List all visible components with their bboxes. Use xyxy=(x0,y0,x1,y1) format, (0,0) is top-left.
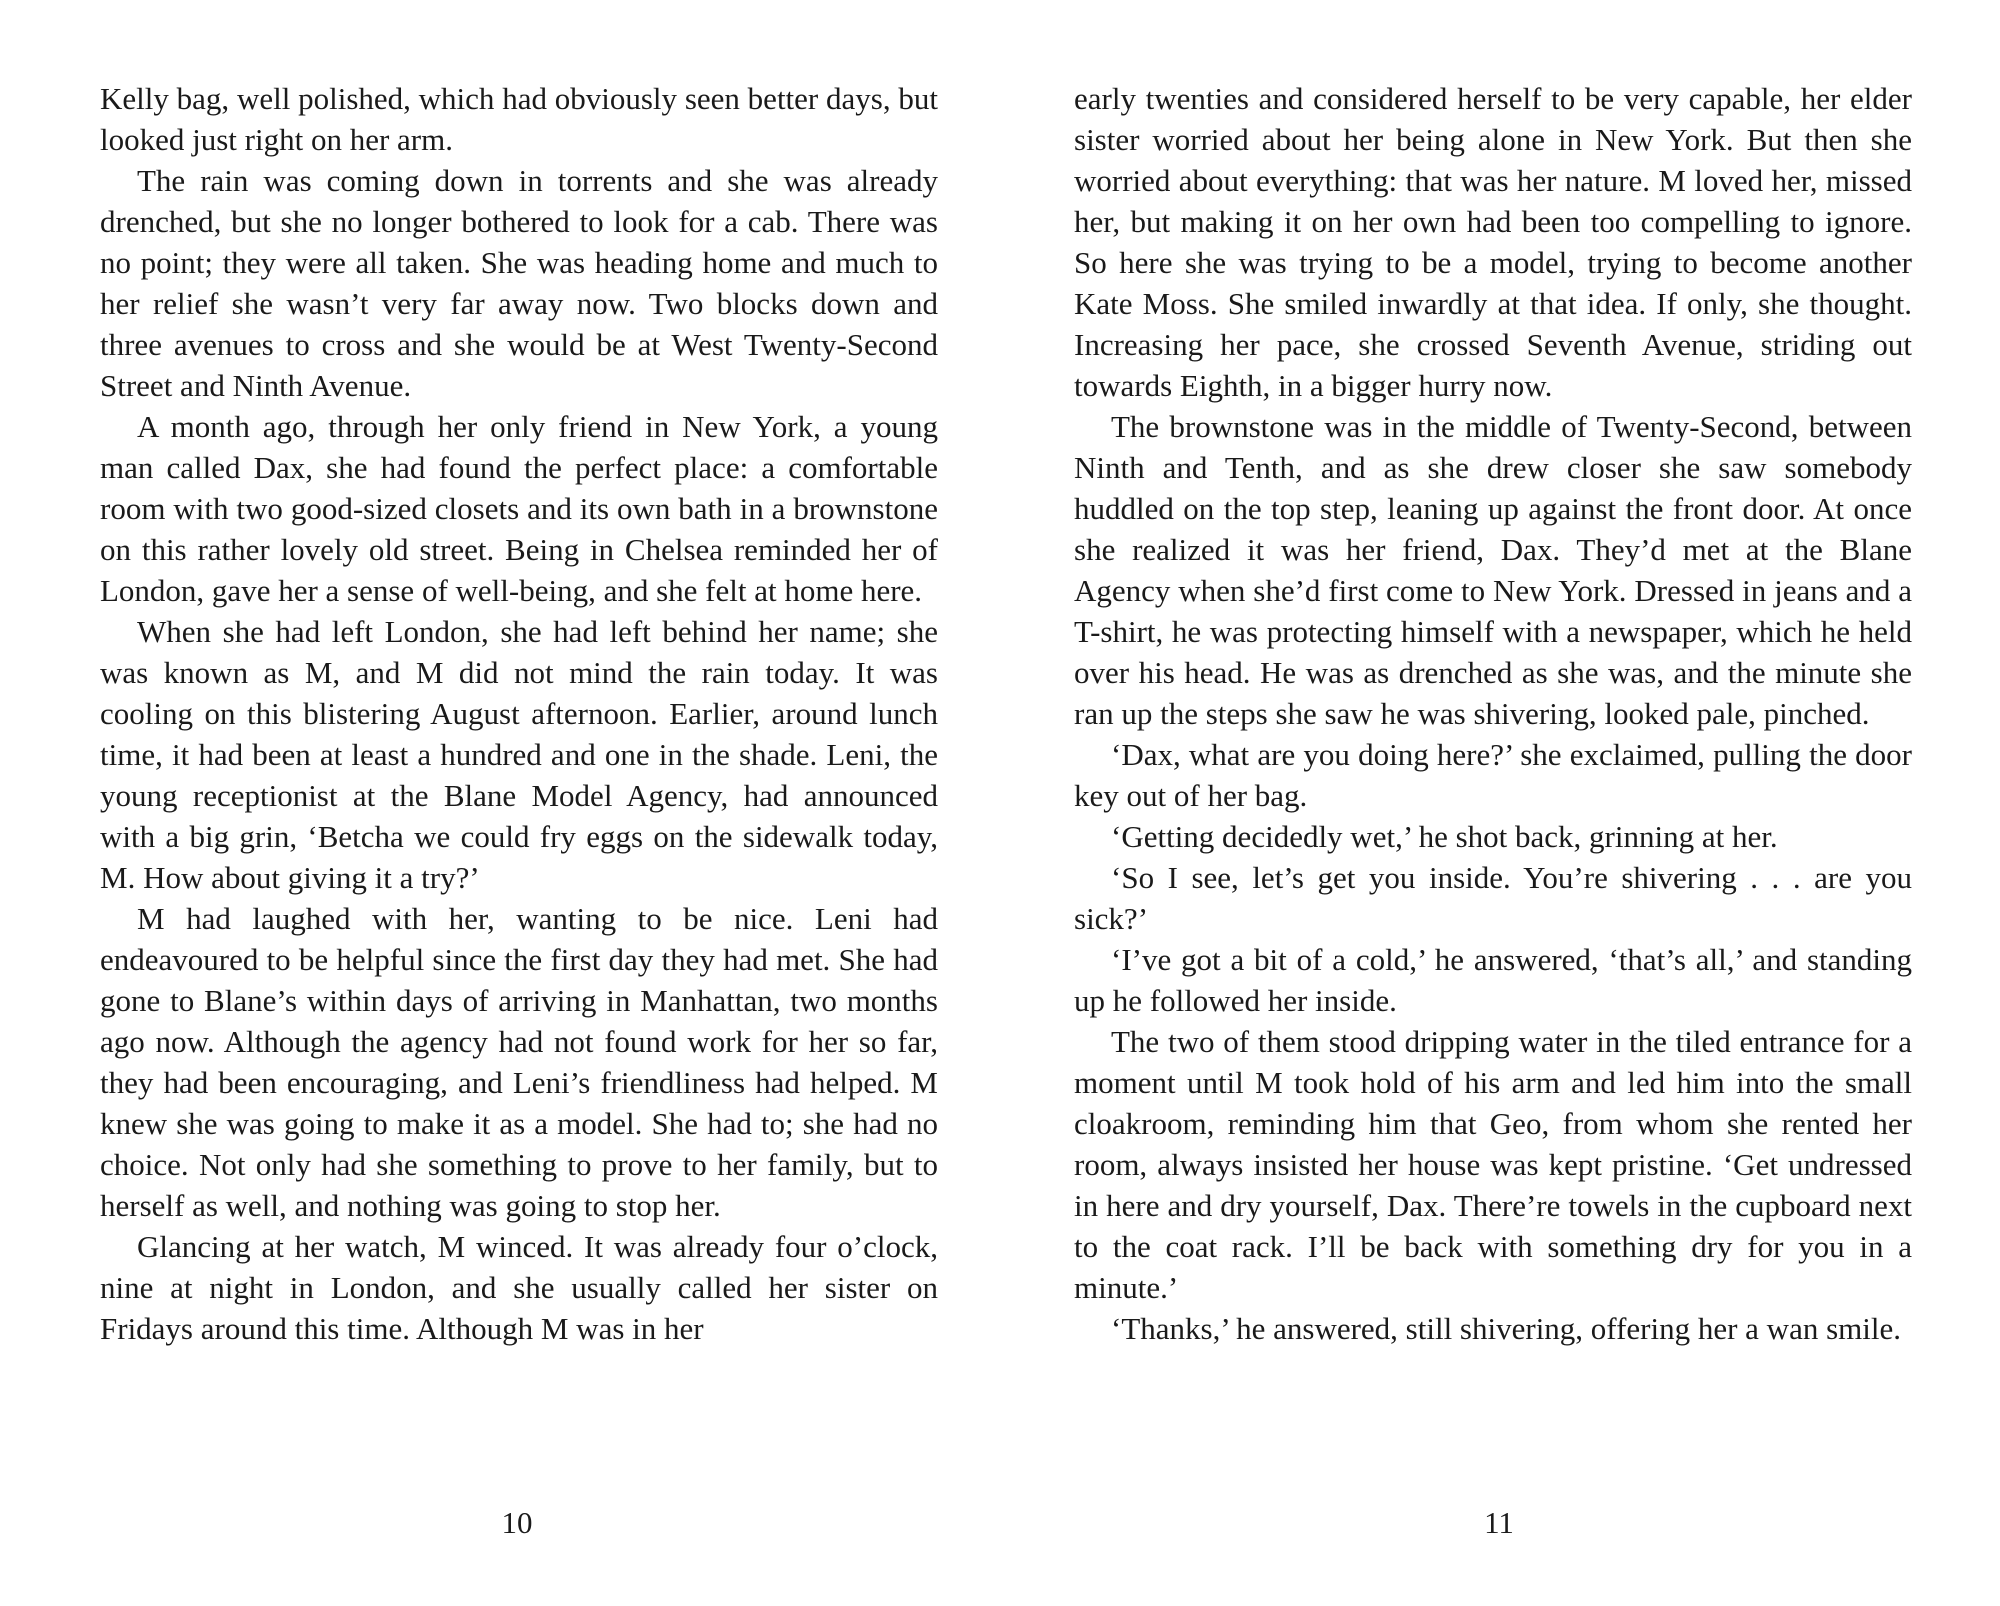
paragraph: Kelly bag, well polished, which had obviously seen better days, but looked just right on her arm. xyxy=(100,81,938,157)
paragraph: early twenties and considered herself to be very capable, her elder sister worried about her being alone in New York. But then she worried about everything: that was her nature. M loved her, missed her, but making it on her own had been too compelling to ignore. So here she was trying to be a model, trying to become another Kate Moss. She smiled inwardly at that idea. If only, she thought. Increasing her pace, she crossed Seventh Avenue, striding out towards Eighth, in a bigger hurry now. xyxy=(1074,81,1912,403)
page-number: 11 xyxy=(1484,1505,1514,1540)
paragraph: M had laughed with her, wanting to be nice. Leni had endeavoured to be helpful since the first day they had met. She had gone to Blane’s within days of arriving in Manhattan, two months ago now. Although the agency had not found work for her so far, they had been encouraging, and Leni’s friendliness had helped. M knew she was going to make it as a model. She had to; she had no choice. Not only had she something to prove to her family, but to herself as well, and nothing was going to stop her. xyxy=(100,901,938,1223)
right-page xyxy=(1000,0,2000,1606)
paragraph: ‘So I see, let’s get you inside. You’re shivering . . . are you sick?’ xyxy=(1074,860,1912,936)
paragraph: ‘Getting decidedly wet,’ he shot back, grinning at her. xyxy=(1111,819,1778,854)
paragraph: The rain was coming down in torrents and she was already drenched, but she no longer bothered to look for a cab. There was no point; they were all taken. She was heading home and much to her relief she wasn’t very far away now. Two blocks down and three avenues to cross and she would be at West Twenty-Second Street and Ninth Avenue. xyxy=(100,163,938,403)
left-page-text xyxy=(100,78,938,1349)
paragraph: The two of them stood dripping water in the tiled entrance for a moment until M took hold of his arm and led him into the small cloakroom, reminding him that Geo, from whom she rented her room, always insisted her house was kept pristine. ‘Get undressed in here and dry yourself, Dax. There’re towels in the cupboard next to the coat rack. I’ll be back with something dry for you in a minute.’ xyxy=(1074,1024,1912,1305)
right-page-text xyxy=(1074,78,1912,1349)
paragraph: The brownstone was in the middle of Twenty-Second, between Ninth and Tenth, and as she drew closer she saw somebody huddled on the top step, leaning up against the front door. At once she realized it was her friend, Dax. They’d met at the Blane Agency when she’d first come to New York. Dressed in jeans and a T-shirt, he was protecting himself with a newspaper, which he held over his head. He was as drenched as she was, and the minute she ran up the steps she saw he was shivering, looked pale, pinched. xyxy=(1074,409,1912,731)
page-number: 10 xyxy=(501,1505,533,1540)
paragraph: ‘I’ve got a bit of a cold,’ he answered, ‘that’s all,’ and standing up he followed her inside. xyxy=(1074,942,1912,1018)
paragraph: A month ago, through her only friend in New York, a young man called Dax, she had found the perfect place: a comfortable room with two good-sized closets and its own bath in a brownstone on this rather lovely old street. Being in Chelsea reminded her of London, gave her a sense of well-being, and she felt at home here. xyxy=(100,409,938,608)
paragraph: ‘Thanks,’ he answered, still shivering, offering her a wan smile. xyxy=(1111,1311,1901,1346)
paragraph: ‘Dax, what are you doing here?’ she exclaimed, pulling the door key out of her bag. xyxy=(1074,737,1912,813)
paragraph: When she had left London, she had left behind her name; she was known as M, and M did not mind the rain today. It was cooling on this blistering August afternoon. Earlier, around lunch time, it had been at least a hundred and one in the shade. Leni, the young receptionist at the Blane Model Agency, had announced with a big grin, ‘Betcha we could fry eggs on the sidewalk today, M. How about giving it a try?’ xyxy=(100,614,938,895)
paragraph: Glancing at her watch, M winced. It was already four o’clock, nine at night in London, and she usually called her sister on Fridays around this time. Although M was in her xyxy=(100,1229,938,1346)
